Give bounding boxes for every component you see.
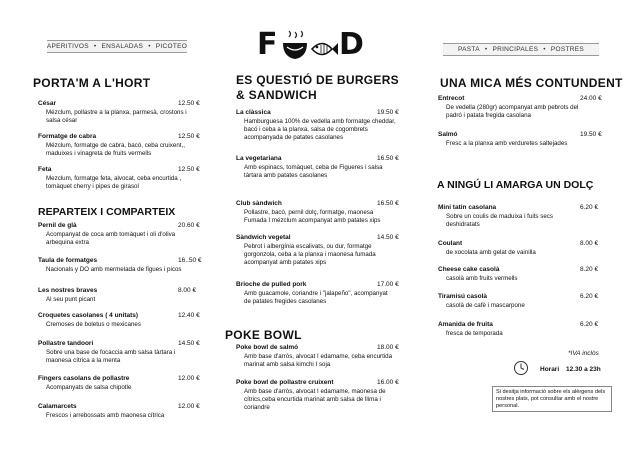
menu-item-name: Coulant xyxy=(438,240,463,247)
menu-item xyxy=(236,234,396,268)
menu-item-name: Les nostres braves xyxy=(38,287,98,294)
menu-item-name: Club sàndwich xyxy=(236,200,282,207)
menu-item-price: 24.00 € xyxy=(580,95,602,102)
nav-item-aperitivos[interactable]: APERITIVOS xyxy=(46,43,89,50)
nav-item-ensaladas[interactable]: ENSALADAS xyxy=(101,43,144,50)
menu-item-name: Amanida de fruita xyxy=(438,321,493,328)
menu-item-description: Sobre un coulis de maduixa i fuits secs deshidratats xyxy=(446,212,553,228)
menu-item-price: 12.50 € xyxy=(178,166,200,173)
menu-item-name: Taula de formatges xyxy=(38,257,98,264)
menu-item xyxy=(38,375,188,392)
menu-item xyxy=(236,379,396,413)
menu-item-description: casolà amb fruits vermells xyxy=(446,274,518,282)
menu-item xyxy=(38,287,188,304)
menu-item-price: 6.20 € xyxy=(580,204,599,211)
menu-item-price: 12.50 € xyxy=(178,100,200,107)
menu-item-description: Mézclum, pollastre a la planxa, parmesà, crostons i salsa césar xyxy=(46,108,187,124)
section-title-dolc: A NINGÚ LI AMARGA UN DOLÇ xyxy=(437,179,594,191)
menu-item-description: Cremoses de boletus o mexicanes xyxy=(46,320,141,328)
menu-item xyxy=(38,133,188,158)
menu-item-price: 8.00 € xyxy=(178,287,197,294)
menu-item-name: Feta xyxy=(38,166,52,173)
menu-item xyxy=(236,109,396,143)
menu-item-name: Croquetes casolanes ( 4 unitats) xyxy=(38,312,139,319)
menu-item-description: Amb espinacs, tomàquet, ceba de Figueres i salsa tàrtara amb patates casolanes xyxy=(244,163,383,179)
nav-item-postres[interactable]: POSTRES xyxy=(550,46,584,53)
menu-item-name: Poke bowl de pollastre cruixent xyxy=(236,379,334,386)
menu-item-description: de xocolata amb gelat de vainilla xyxy=(446,248,536,256)
menu-item-name: La vegetariana xyxy=(236,155,282,162)
menu-item xyxy=(438,321,588,338)
section-title-contundent: UNA MICA MÉS CONTUNDENT xyxy=(440,76,623,90)
menu-item-price: 6.20 € xyxy=(580,321,599,328)
menu-item-description: Amb base d'arròs, alvocat I edamame, ceba encurtida marinat amb salsa kimchi I soja xyxy=(244,352,393,368)
menu-item-price: 8.20 € xyxy=(580,266,599,273)
menu-item-price: 14.50 € xyxy=(178,340,200,347)
menu-item xyxy=(236,344,396,369)
nav-bar-right: PASTA • PRINCIPALES • POSTRES xyxy=(443,43,599,56)
nav-item-pasta[interactable]: PASTA xyxy=(458,46,480,53)
menu-item-price: 12.40 € xyxy=(178,312,200,319)
menu-item-description: Acompanyat de coca amb tomàquet i oli d'oliva arbequina extra xyxy=(46,230,176,246)
section-title-burgers: ES QUESTIÓ DE BURGERS & SANDWICH xyxy=(236,73,399,102)
menu-item-description: Al seu punt picant xyxy=(46,295,96,303)
menu-item-description: Hamburguesa 100% de vedella amb formatge cheddar, bacó i ceba a la planxa, salsa de cogombrets acompanyada de patates casolanes xyxy=(244,117,396,142)
menu-item xyxy=(438,95,588,120)
nav-item-picoteo[interactable]: PICOTEO xyxy=(155,43,188,50)
menu-item-description: fresca de temporada xyxy=(446,329,503,337)
menu-item-description: Amb base d'arròs, alvocat I edamame, maonesa de cítrics,ceba encurtida marinat amb salsa de llima i coriandre xyxy=(244,387,386,412)
logo-letter-d: D xyxy=(339,27,364,62)
menu-item-name: Formatge de cabra xyxy=(38,133,97,140)
menu-item-description: Mézclum, formatge de cabra, bacó, ceba cruixent,, maduixes i vinagreta de fruits vermells xyxy=(46,141,185,157)
menu-item-price: 19.50 € xyxy=(580,131,602,138)
menu-item-price: 6.20 € xyxy=(580,293,599,300)
menu-item-description: Frescos i arrebossats amb maonesa cítrica xyxy=(46,411,165,419)
menu-item xyxy=(38,312,188,329)
menu-item-price: 14.50 € xyxy=(377,234,399,241)
nav-bar-left: APERITIVOS • ENSALADAS • PICOTEO xyxy=(47,40,187,53)
nav-item-principales[interactable]: PRINCIPALES xyxy=(492,46,539,53)
menu-item-description: Sobre una base de focaccia amb salsa tàrtara i maonesa cítrica a la menta xyxy=(46,348,176,364)
menu-item-name: Salmó xyxy=(438,131,458,138)
menu-item-price: 8.00 € xyxy=(580,240,599,247)
menu-item xyxy=(236,200,396,225)
section-title-reparteix: REPARTEIX I COMPARTEIX xyxy=(38,206,176,218)
fish-icon xyxy=(309,37,339,61)
menu-item-description: Nacionals y DO amb mermelada de figues i picos xyxy=(46,265,182,273)
bowl-icon xyxy=(281,25,309,63)
menu-item-name: Brioche de pulled pork xyxy=(236,281,307,288)
menu-item-description: Acompanyats de salsa chipotle xyxy=(46,383,132,391)
menu-item xyxy=(38,340,188,365)
menu-item-name: Pollastre tandoori xyxy=(38,340,94,347)
menu-item xyxy=(438,266,588,283)
menu-item xyxy=(438,240,588,257)
menu-item-price: 19.50 € xyxy=(377,109,399,116)
horari-value: 12.30 a 23h xyxy=(566,366,601,373)
menu-item xyxy=(438,131,588,148)
menu-item-description: Fresc a la planxa amb verduretes saltejades xyxy=(446,139,568,147)
clock-icon xyxy=(513,360,529,376)
menu-item xyxy=(38,257,188,274)
menu-item-name: Pernil de glà xyxy=(38,222,77,229)
menu-item-name: Poke bowl de salmó xyxy=(236,344,299,351)
menu-item xyxy=(236,155,396,180)
menu-item-price: 20.60 € xyxy=(178,222,200,229)
food-logo xyxy=(257,25,367,63)
menu-item-price: 17.00 € xyxy=(377,281,399,288)
menu-item xyxy=(38,222,188,247)
menu-item-name: Sàndwich vegetal xyxy=(236,234,291,241)
menu-item-description: De vedella (280gr) acompanyat amb pebrots del padró i patata fregida casolana xyxy=(446,103,579,119)
menu-item-description: Mezclum, formatge feta, alvocat, ceba encurtida , tomàquet cherry i pipes de girasol xyxy=(46,174,182,190)
menu-item xyxy=(236,281,396,306)
menu-item xyxy=(38,403,188,420)
menu-item-description: casolà de cafè i mascarpone xyxy=(446,301,525,309)
menu-item-name: Entrecot xyxy=(438,95,465,102)
menu-item-name: Calamarcets xyxy=(38,403,77,410)
logo-letter-f: F xyxy=(257,27,278,62)
menu-item-price: 16.50 € xyxy=(377,155,399,162)
menu-item-name: Cheese cake casolà xyxy=(438,266,500,273)
menu-item xyxy=(438,204,588,229)
menu-item xyxy=(38,100,188,125)
section-title-porta: PORTA'M A L'HORT xyxy=(33,76,151,90)
menu-item-description: Pebrot i albergínia escalivats, ou dur, formatge gorgonzola, ceba a la planxa i maonesa fumada acompanyat amb patates xips xyxy=(244,242,376,267)
menu-item-price: 18.00 € xyxy=(377,344,399,351)
allergen-info-box: Si desitja informació sobre els alèrgens dels nostres plats, pot consultar amb el nostre personal. xyxy=(492,386,612,412)
menu-item xyxy=(38,166,188,191)
menu-item-price: 16..50 € xyxy=(178,257,202,264)
menu-item xyxy=(438,293,588,310)
menu-item-name: Fingers casolans de pollastre xyxy=(38,375,130,382)
menu-item-price: 16.50 € xyxy=(377,200,399,207)
menu-item-price: 16.00 € xyxy=(377,379,399,386)
horari-label: Horari xyxy=(540,366,560,373)
section-title-poke: POKE BOWL xyxy=(225,328,302,342)
menu-item-price: 12.50 € xyxy=(178,133,200,140)
menu-item-price: 12.00 € xyxy=(178,375,200,382)
menu-item-description: Pollastre, bacó, pernil dolç, formatge, maonesa Fumada I mézclum acompanyat amb patates xips xyxy=(244,208,381,224)
menu-item-name: César xyxy=(38,100,57,107)
menu-item-price: 12.00 € xyxy=(178,403,200,410)
menu-item-name: Tiramisú casolà xyxy=(438,293,488,300)
menu-item-name: Mini tatin casolana xyxy=(438,204,497,211)
menu-item-description: Amb guacamole, coriandre i "jalapeño", acompanyat de patates fregides casolanes xyxy=(244,289,388,305)
iva-note: *IVA inclòs xyxy=(568,350,599,357)
menu-item-name: La clàssica xyxy=(236,109,271,116)
